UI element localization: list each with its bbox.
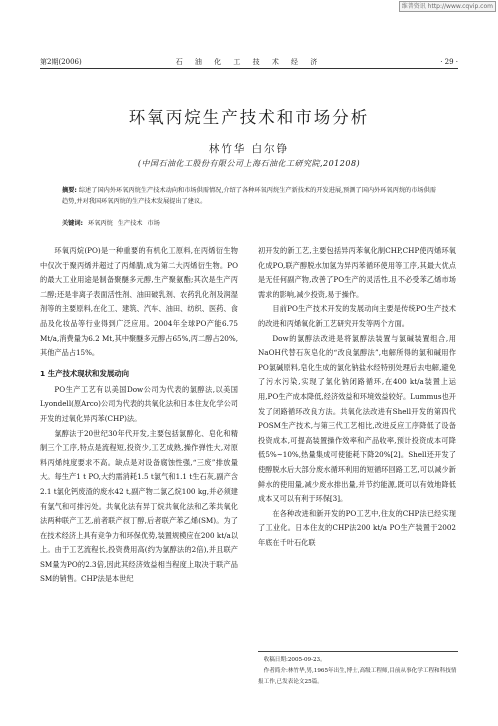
journal-name: 石 油 化 工 技 术 经 济 xyxy=(175,58,323,66)
chlorohydrin-paragraph: 氯醇法于20世纪30年代开发,主要包括氯醇化、皂化和精制三个工序,特点是流程短,投资少,工艺成熟,操作弹性大,对原料丙烯纯度要求不高。缺点是对设备腐蚀性强,“三废”排放量大。每生产1 t PO,大约需消耗1.5 t氯气和1.1 t生石灰,副产含2.1 t氯化钙废渣的废水42 t,副产物二氯乙烷100 kg,并必须建有氯气和可排污处。共氧化法有异丁烷共氧化法和乙苯共氧化法两种联产工艺,前者联产叔丁醇,后者联产苯乙烯(SM)。为了在技术经济上具有竞争力和环保优势,装置规模应在200 kt/a以上。由于工艺流程长,投资费用高(约为氯醇法的2倍),并且联产SM量为PO的2.3倍,因此其经济效益相当程度上取决于联产品SM的销售。CHP法是本世纪 xyxy=(40,428,238,584)
intro-paragraph: 环氧丙烷(PO)是一种重要的有机化工原料,在丙烯衍生物中仅次于聚丙烯并超过了丙烯腈,成为第二大丙烯衍生物。PO的最大工业用途是制备聚醚多元醇,生产聚氨酯;其次是生产丙二醇;还是非离子表面活性剂、油田破乳剂、农药乳化剂及润湿剂等的主要原料,在化工、建筑、汽车、油田、纺织、医药、食品及化妆品等行业得到广泛应用。2004年全球PO产能6.75 Mt/a,消费量为6.2 Mt,其中聚醚多元醇占65%,丙二醇占20%,其他产品占15%。 xyxy=(40,246,238,358)
trends-paragraph: 目前PO生产技术开发的发展动向主要是传统PO生产技术的改进和丙烯氧化新工艺研究开发等两个方面。 xyxy=(258,304,456,328)
page-number: · 29 · xyxy=(440,58,458,66)
chp-continued-paragraph: 初开发的新工艺,主要包括异丙苯氧化制CHP,CHP使丙烯环氧化成PO,联产醇脱水加氢为异丙苯循环使用等工序,其最大优点是无任何副产物,改善了PO生产的灵活性,且不必受苯乙烯市场需求的影响,减少投资,易于操作。 xyxy=(258,246,456,299)
left-column xyxy=(40,244,238,587)
abstract-text: 综述了国内外环氧丙烷生产技术动向和市场供需情况,介绍了各种环氧丙烷生产新技术的开发进展,预测了国内外环氧丙烷的市场供需趋势,并对我国环氧丙烷的生产技术发展提出了建议。 xyxy=(62,187,436,205)
keywords-label: 关键词: xyxy=(62,220,84,227)
article-title: 环氧丙烷生产技术和市场分析 xyxy=(128,108,370,127)
issue-number: 第2期(2006) xyxy=(40,58,82,66)
site-watermark: 维普资讯 http://www.cqvip.com xyxy=(399,1,496,12)
author-affiliation: (中国石油化工股份有限公司上海石油化工研究院,201208) xyxy=(137,159,361,168)
right-column xyxy=(258,244,456,550)
improvements-paragraph: Dow的氯醇法改进是将氯醇法装置与氯碱装置组合,用NaOH代替石灰皂化的“改良氯醇法”,电解所得的氯和碱用作PO氯碱原料,皂化生成的氯化钠盐水经特别处理后去电解,避免了污水污染,实现了氯化钠闭路循环,在400 kt/a装置上运用,PO生产成本降低,经济效益和环境效益较好。Lummus也开发了闭路循环改良方法。共氧化法改进有Shell开发的第四代POSM生产技术,与第三代工艺相比,改进反应工序降低了设备投资成本,可提高装置操作效率和产品收率,预计投资成本可降低5%~10%,热量集成可使能耗下降20%[2]。Shell还开发了使醇脱水后大部分废水循环利用的短循环回路工艺,可以减少新鲜水的使用量,减少废水排出量,并节约能源,既可以有效地降低成本又可以有利于环保[3]。 xyxy=(258,333,456,504)
keywords-text: 环氧丙烷 生产技术 市场 xyxy=(88,220,160,227)
abstract-label: 摘要: xyxy=(62,187,77,194)
industrialization-paragraph: 在各种改进和新开发的PO工艺中,住友的CHP法已经实现了工业化。日本住友的CHP法200 kt/a PO生产装置于2002年底在千叶石化联 xyxy=(258,508,456,547)
author-bio: 作者简介:林竹华,男,1965年出生,博士,高级工程师,目前从事化学工程和科技情报工作,已发表论文25篇。 xyxy=(258,668,457,685)
received-date: 收稿日期:2005-09-23。 xyxy=(263,657,326,663)
abstract xyxy=(62,185,436,207)
article-authors: 林竹华 白尔铮 xyxy=(208,143,290,155)
footnote xyxy=(258,651,458,688)
keywords xyxy=(62,218,436,229)
section-heading: 1 生产技术现状和发展动向 xyxy=(40,368,130,378)
running-header xyxy=(40,56,458,69)
process-overview-paragraph: PO生产工艺有以美国Dow公司为代表的氯醇法,以美国Lyondell(原Arco)公司为代表的共氧化法和日本住友化学公司开发的过氧化异丙苯(CHP)法。 xyxy=(40,384,238,423)
